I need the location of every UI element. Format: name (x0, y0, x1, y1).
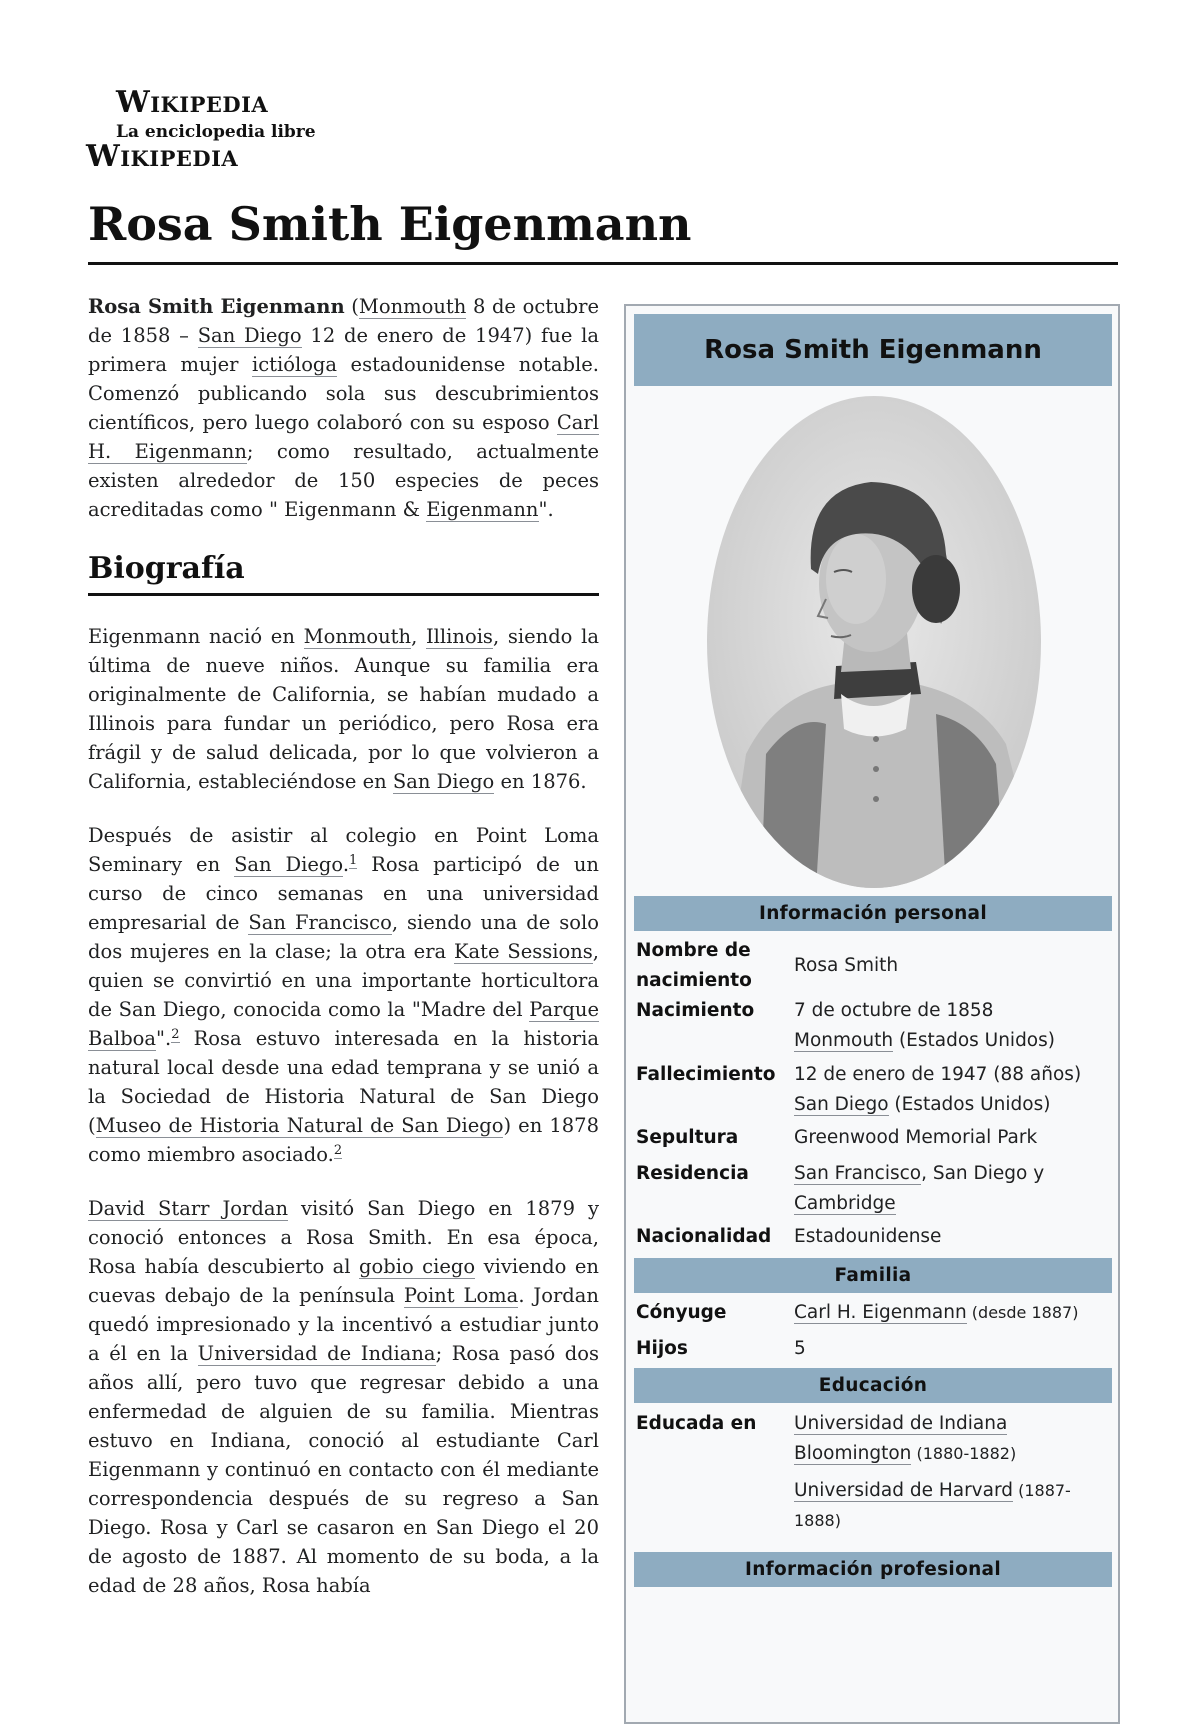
reference-2b[interactable] (334, 1143, 342, 1159)
link-universidad-indiana[interactable]: Universidad de Indiana (197, 1342, 436, 1365)
value-hijos: 5 (794, 1338, 806, 1359)
link-monmouth[interactable]: Monmouth (303, 625, 412, 648)
text: . Jordan quedó impresionado y la incentivó a estudiar junto a él en la (88, 1284, 599, 1365)
value-nombre-nacimiento: Rosa Smith (794, 955, 899, 976)
infobox-section-personal: Información personal (634, 896, 1112, 931)
text: (desde 1887) (966, 1303, 1079, 1322)
infobox (624, 304, 1120, 1724)
label-hijos: Hijos (636, 1338, 688, 1359)
link-monmouth[interactable]: Monmouth (794, 1030, 894, 1051)
biografia-paragraph-3 (88, 1194, 599, 1600)
text: (1887-1888) (794, 1481, 1071, 1530)
text: , quien se convirtió en una importante horticultora de San Diego, conocida como la "Madre del (88, 940, 599, 1021)
text: Rosa estuvo interesada en la historia natural local desde una edad temprana y se unió a la Sociedad de Historia Natural de San Diego ( (88, 1027, 599, 1137)
text: (Estados Unidos) (888, 1094, 1051, 1115)
link-san-diego[interactable]: San Diego (197, 324, 302, 347)
text: ( (344, 295, 359, 318)
link-eigenmann[interactable]: Eigenmann (426, 498, 539, 521)
text: ". (156, 1027, 172, 1050)
logo-wordmark: Wikipedia (116, 85, 269, 120)
text: 12 de enero de 1947) fue la primera mujer (88, 324, 599, 376)
label-fallecimiento: Fallecimiento (636, 1064, 776, 1085)
reference-link[interactable]: 2 (333, 1142, 343, 1158)
link-kate-sessions[interactable]: Kate Sessions (453, 940, 593, 963)
label-nombre-nacimiento: Nombre de nacimiento (636, 940, 752, 991)
value-educada-en-2 (794, 1476, 1110, 1536)
text: Rosa participó de un curso de cinco semanas en una universidad empresarial de (88, 853, 599, 934)
text: ) en 1878 como miembro asociado. (88, 1114, 599, 1166)
link-cambridge[interactable]: Cambridge (794, 1193, 896, 1214)
link-ictiologa[interactable]: ictióloga (251, 353, 338, 376)
text: Eigenmann nació en (88, 625, 304, 648)
text: , siendo la última de nueve niños. Aunque su familia era originalmente de California, se habían mudado a Illinois para fundar un periódico, pero Rosa era frágil y de salud delicada, por lo que volvieron a California, estableciéndose en (88, 625, 599, 793)
link-san-diego[interactable]: San Diego (392, 770, 495, 793)
page-title: Rosa Smith Eigenmann (88, 196, 1118, 265)
text: , siendo una de solo dos mujeres en la clase; la otra era (88, 911, 599, 963)
section-heading-biografia: Biografía (88, 549, 599, 596)
biografia-paragraph-2 (88, 821, 599, 1169)
logo-tagline: La enciclopedia libre (116, 122, 316, 142)
infobox-section-educacion: Educación (634, 1368, 1112, 1403)
link-gobio-ciego[interactable]: gobio ciego (359, 1255, 476, 1278)
text: (Estados Unidos) (893, 1030, 1055, 1051)
link-parque-balboa[interactable]: Parque Balboa (88, 998, 599, 1050)
infobox-title: Rosa Smith Eigenmann (634, 314, 1112, 386)
link-universidad-harvard[interactable]: Universidad de Harvard (794, 1480, 1013, 1501)
value-residencia (794, 1159, 1110, 1219)
label-sepultura: Sepultura (636, 1127, 739, 1148)
link-point-loma[interactable]: Point Loma (403, 1284, 519, 1307)
text: estadounidense notable. Comenzó publicando sola sus descubrimientos científicos, pero luego colaboró con su esposo (88, 353, 599, 434)
value-educada-en-1 (794, 1409, 1110, 1469)
text: ; como resultado, actualmente existen alrededor de 150 especies de peces acreditadas como " Eigenmann & (88, 440, 599, 521)
link-monmouth[interactable]: Monmouth (358, 295, 467, 318)
infobox-section-familia: Familia (634, 1258, 1112, 1293)
label-residencia: Residencia (636, 1163, 749, 1184)
link-museo-historia-natural[interactable]: Museo de Historia Natural de San Diego (95, 1114, 504, 1137)
link-carl-eigenmann[interactable]: Carl H. Eigenmann (794, 1302, 967, 1323)
intro-bold-name: Rosa Smith Eigenmann (88, 295, 345, 318)
text: , (411, 625, 426, 648)
value-fallecimiento (794, 1060, 1110, 1120)
value-nacimiento (794, 996, 1110, 1056)
value-nacionalidad: Estadounidense (794, 1226, 942, 1247)
text: 8 de octubre de 1858 – (88, 295, 599, 347)
value-conyuge (794, 1298, 1110, 1328)
link-san-francisco[interactable]: San Francisco (794, 1163, 922, 1184)
link-san-francisco[interactable]: San Francisco (248, 911, 392, 934)
link-illinois[interactable]: Illinois (425, 625, 493, 648)
intro-paragraph (88, 292, 599, 524)
text: ; Rosa pasó dos años allí, pero tuvo que regresar debido a una enfermedad de alguien de su familia. Mientras estuvo en Indiana, conoció al estudiante Carl Eigenmann y continuó en contacto con él mediante correspondencia después de su regreso a San Diego. Rosa y Carl se casaron en San Diego el 20 de agosto de 1887. Al momento de su boda, a la edad de 28 años, Rosa había (88, 1342, 599, 1597)
infobox-section-profesional: Información profesional (634, 1552, 1112, 1587)
label-conyuge: Cónyuge (636, 1302, 727, 1323)
wikipedia-logo[interactable] (86, 86, 326, 176)
text: 12 de enero de 1947 (88 años) (794, 1064, 1082, 1085)
label-educada-en: Educada en (636, 1413, 757, 1434)
biografia-paragraph-1 (88, 622, 599, 796)
reference-2[interactable] (171, 1027, 179, 1043)
text: en 1876. (494, 770, 587, 793)
article-body (88, 292, 599, 1625)
link-carl-eigenmann[interactable]: Carl H. Eigenmann (88, 411, 599, 463)
text: (1880-1882) (911, 1444, 1017, 1463)
value-sepultura: Greenwood Memorial Park (794, 1127, 1038, 1148)
text: , San Diego y (921, 1163, 1045, 1184)
reference-link[interactable]: 1 (349, 852, 358, 868)
reference-link[interactable]: 2 (171, 1026, 180, 1042)
logo-wordmark-secondary: Wikipedia (86, 139, 239, 174)
link-universidad-indiana-bloomington[interactable]: Universidad de Indiana Bloomington (794, 1413, 1008, 1464)
label-nacionalidad: Nacionalidad (636, 1226, 772, 1247)
text: ". (538, 498, 554, 521)
text: . (342, 853, 350, 876)
text: 7 de octubre de 1858 (794, 1000, 994, 1021)
link-san-diego[interactable]: San Diego (234, 853, 343, 876)
text: visitó San Diego en 1879 y conoció entonces a Rosa Smith. En esa época, Rosa había descubierto al (88, 1197, 600, 1278)
text: viviendo en cuevas debajo de la península (88, 1255, 599, 1307)
text: Después de asistir al colegio en Point Loma Seminary en (88, 824, 599, 876)
link-san-diego[interactable]: San Diego (794, 1094, 889, 1115)
portrait-photo[interactable] (706, 394, 1042, 889)
label-nacimiento: Nacimiento (636, 1000, 755, 1021)
link-david-starr-jordan[interactable]: David Starr Jordan (88, 1197, 289, 1220)
